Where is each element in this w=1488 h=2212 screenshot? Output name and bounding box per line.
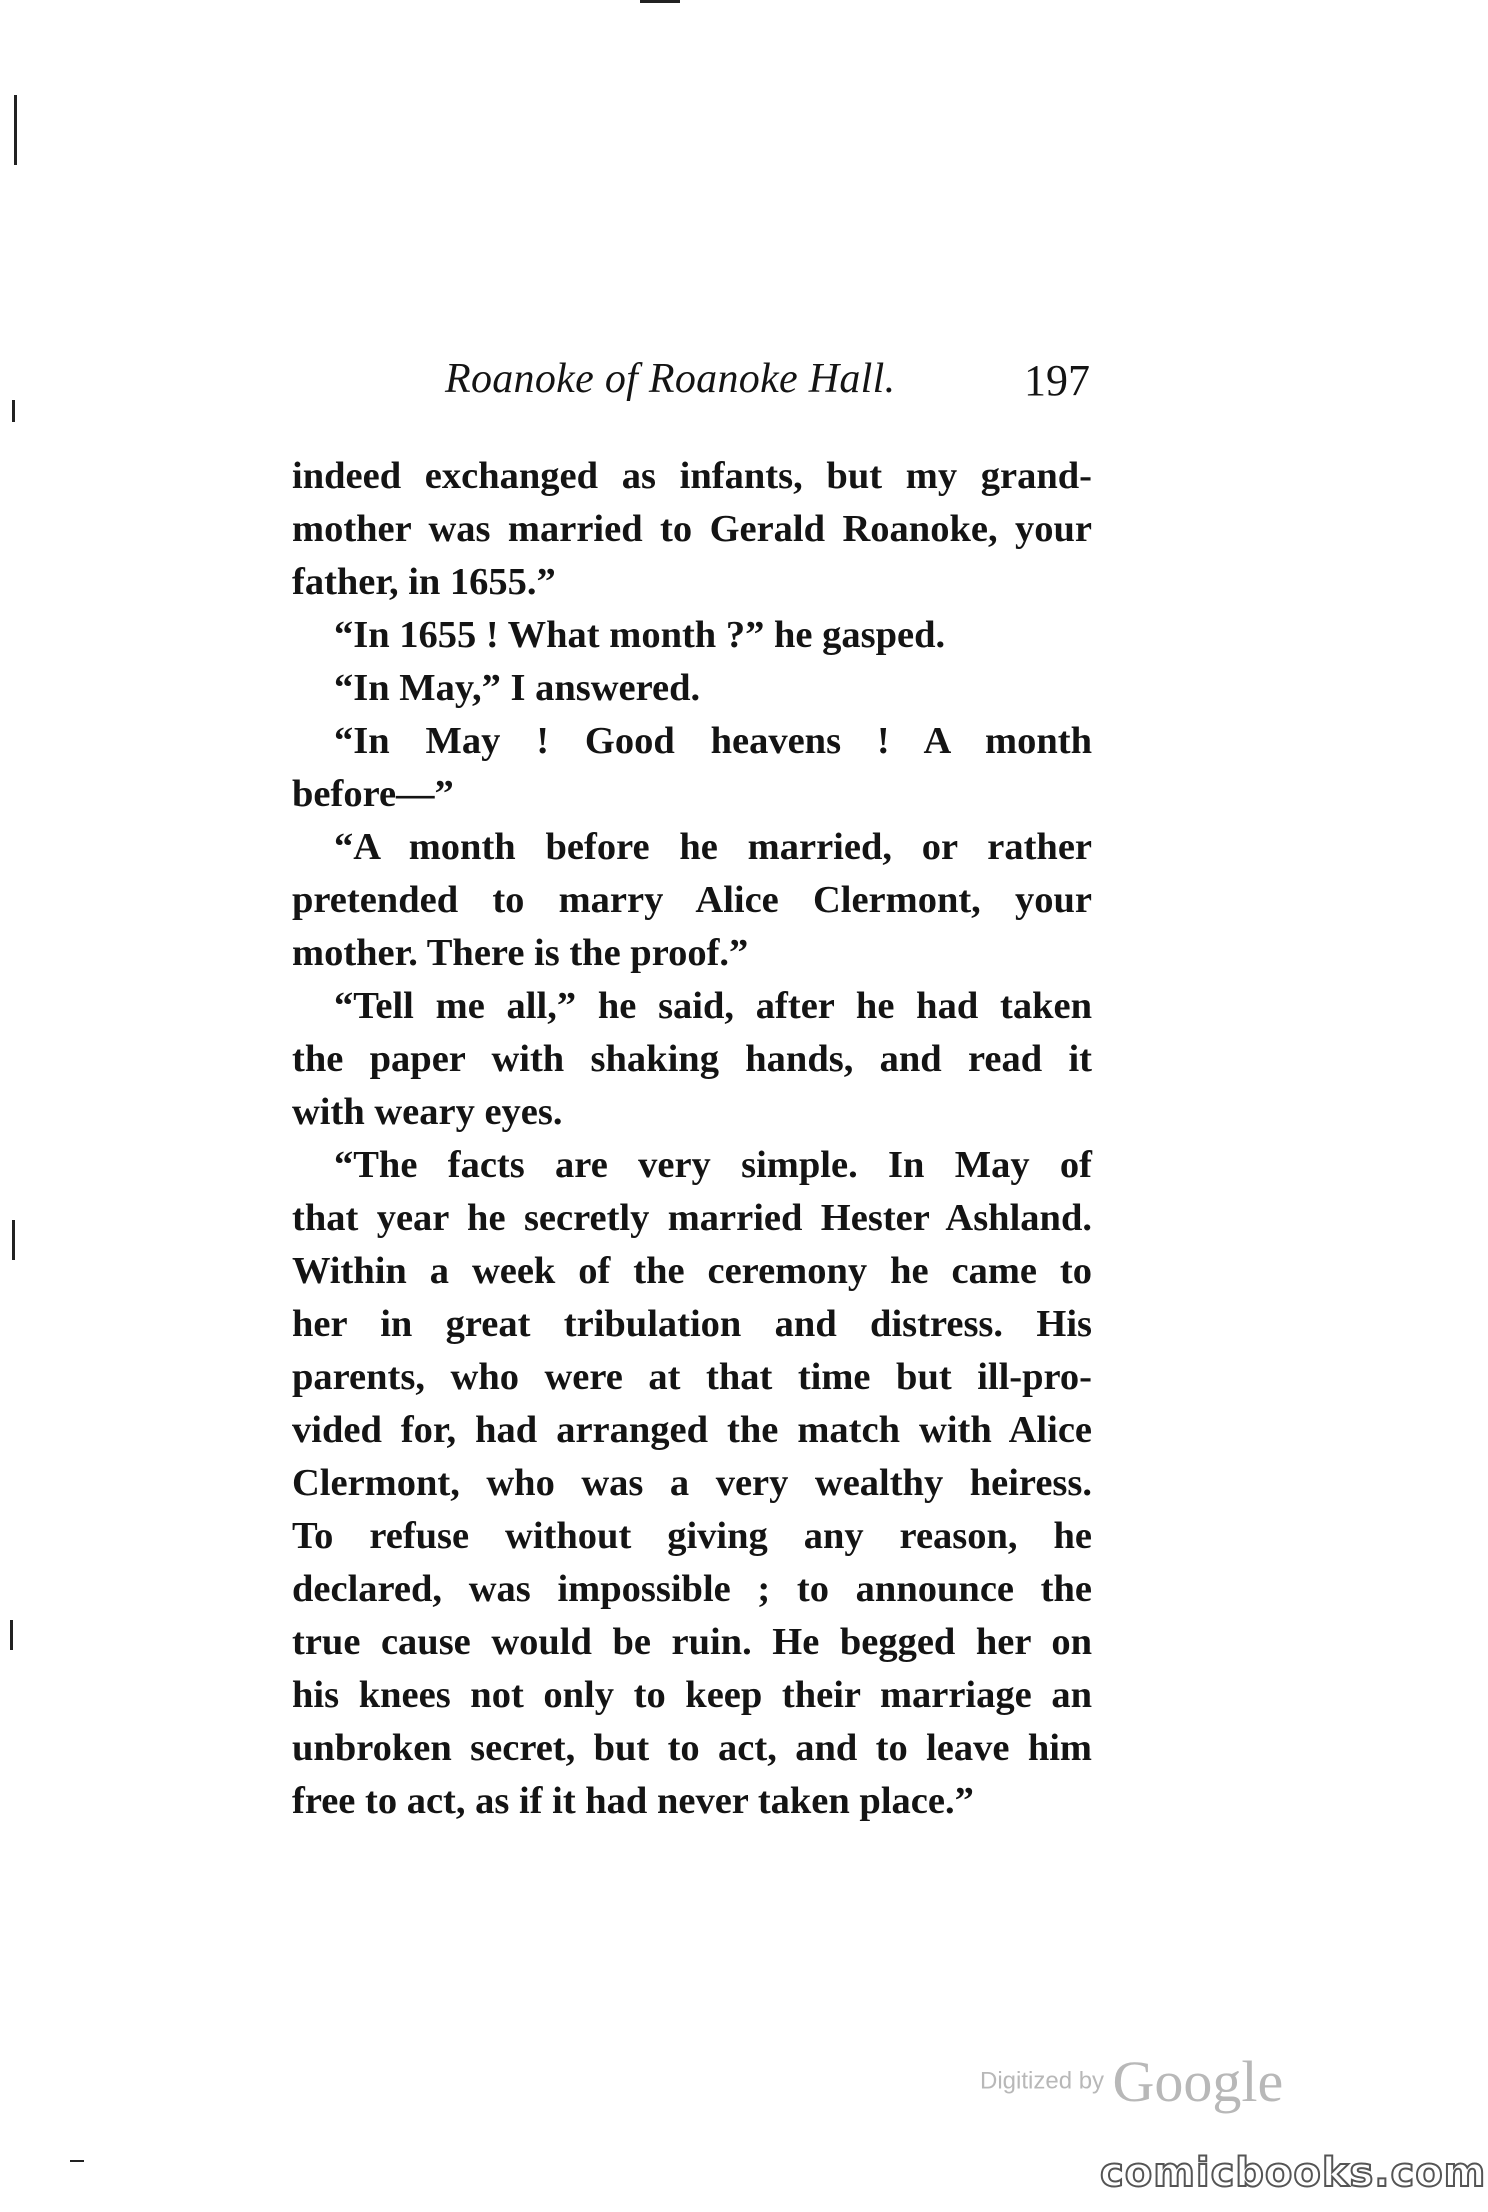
scan-mark	[70, 2160, 84, 2162]
digitized-stamp	[980, 2048, 1283, 2115]
scan-mark	[12, 1220, 15, 1260]
text-line: parents, who were at that time but ill-pro-	[292, 1356, 1092, 1398]
running-title: Roanoke of Roanoke Hall.	[445, 356, 896, 402]
text-line: free to act, as if it had never taken place.”	[292, 1780, 974, 1822]
scan-mark	[14, 95, 17, 165]
watermark: comicbooks.com	[1100, 2150, 1487, 2196]
digitized-by-label: Digitized by	[980, 2067, 1105, 2095]
text-line: the paper with shaking hands, and read it	[292, 1038, 1092, 1080]
text-line: before—”	[292, 773, 454, 815]
text-line: declared, was impossible ; to announce the	[292, 1568, 1092, 1610]
text-line: “In May,” I answered.	[334, 667, 701, 709]
text-line: unbroken secret, but to act, and to leave him	[292, 1727, 1092, 1769]
scan-mark	[640, 0, 680, 3]
text-line: mother. There is the proof.”	[292, 932, 749, 974]
text-line: “Tell me all,” he said, after he had taken	[334, 985, 1092, 1027]
page-header	[290, 355, 1090, 415]
text-line: pretended to marry Alice Clermont, your	[292, 879, 1092, 921]
text-line: Clermont, who was a very wealthy heiress.	[292, 1462, 1092, 1504]
text-line: that year he secretly married Hester Ashland.	[292, 1197, 1092, 1239]
body-text	[292, 450, 1092, 1828]
text-line: his knees not only to keep their marriage an	[292, 1674, 1092, 1716]
google-logo: Google	[1112, 2049, 1284, 2114]
page-number: 197	[1024, 356, 1090, 405]
text-line: “The facts are very simple. In May of	[334, 1144, 1092, 1186]
text-line: her in great tribulation and distress. His	[292, 1303, 1092, 1345]
text-line: with weary eyes.	[292, 1091, 563, 1133]
text-line: “In 1655 ! What month ?” he gasped.	[334, 614, 946, 656]
scan-mark	[10, 1620, 13, 1650]
text-line: “A month before he married, or rather	[334, 826, 1092, 868]
text-line: mother was married to Gerald Roanoke, your	[292, 508, 1092, 550]
scan-mark	[12, 400, 15, 422]
text-line: true cause would be ruin. He begged her on	[292, 1621, 1092, 1663]
text-line: indeed exchanged as infants, but my grand-	[292, 455, 1092, 497]
text-line: To refuse without giving any reason, he	[292, 1515, 1092, 1557]
text-line: “In May ! Good heavens ! A month	[334, 720, 1092, 762]
text-line: Within a week of the ceremony he came to	[292, 1250, 1092, 1292]
text-line: father, in 1655.”	[292, 561, 556, 603]
text-line: vided for, had arranged the match with Alice	[292, 1409, 1092, 1451]
